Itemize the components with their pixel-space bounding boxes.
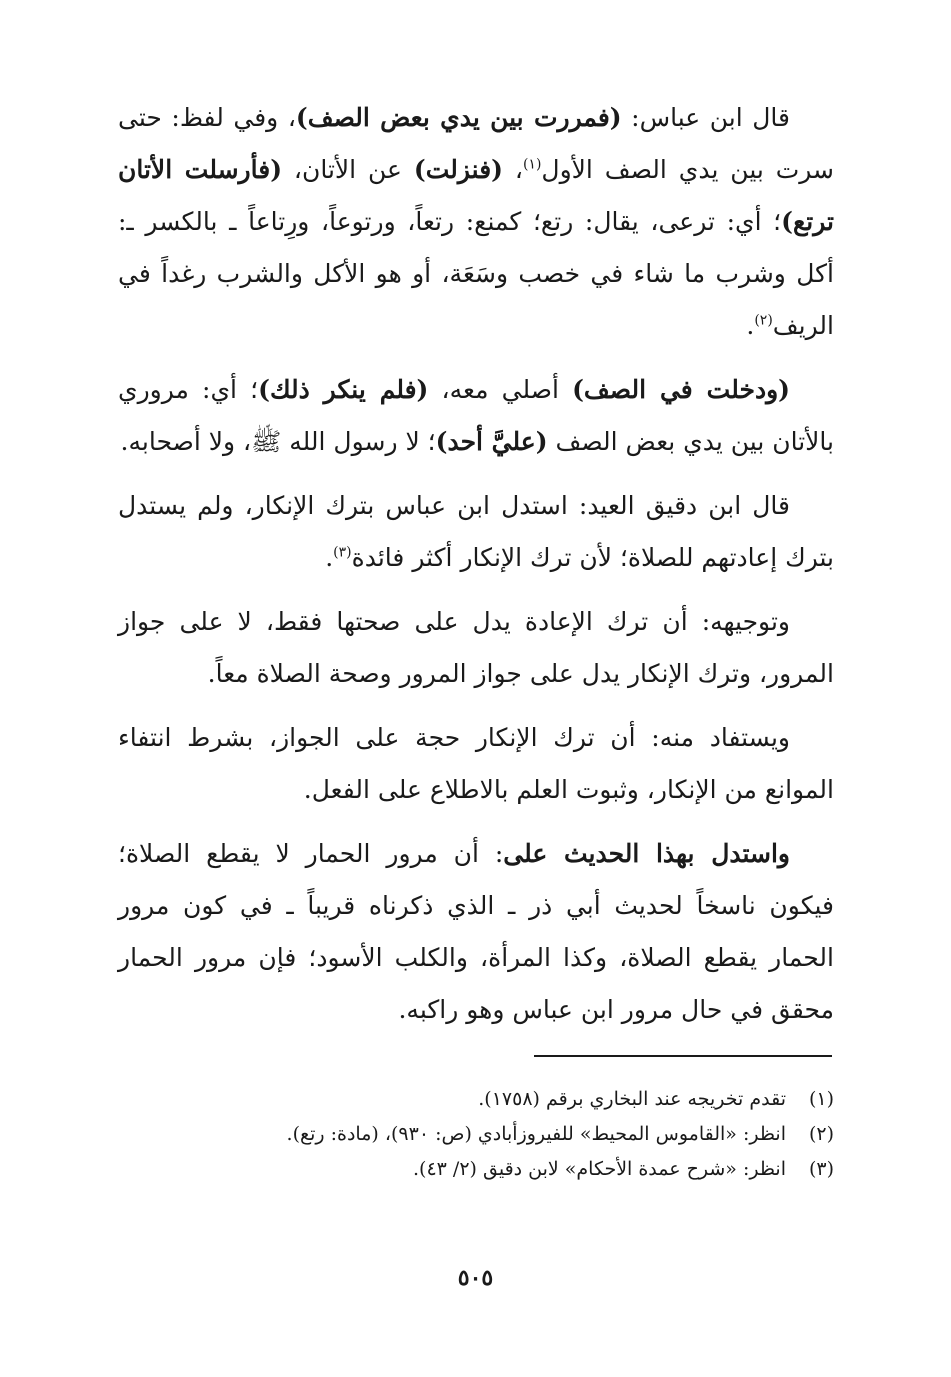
page-number: ٥٠٥ (457, 1265, 494, 1291)
paragraph-4 (118, 596, 834, 700)
footnote-number: (٢) (808, 1123, 834, 1145)
text-run: ويستفاد منه: أن ترك الإنكار حجة على الجواز، بشرط انتفاء الموانع من الإنكار، وثبوت العلم بالاطلاع على الفعل. (118, 723, 834, 804)
footnote-text: تقدم تخريجه عند البخاري برقم (١٧٥٨). (478, 1088, 786, 1110)
bold-phrase: (فمررت بين يدي بعض الصف) (295, 103, 622, 132)
footnote-marker: (٣) (333, 544, 352, 561)
text-run: ؛ أي: ترعى، يقال: رتع؛ كمنع: رتعاً، ورتوعاً، ورِتاعاً ـ بالكسر ـ: أكل وشرب ما شاء في خصب وسَعَة، أو هو الأكل والشرب رغداً في الريف (118, 207, 834, 340)
paragraph-2 (118, 364, 834, 468)
footnote-text: انظر: «شرح عمدة الأحكام» لابن دقيق (٢/ ٤٣). (412, 1158, 786, 1180)
footnote-1 (118, 1082, 834, 1117)
text-run: أصلي معه، (428, 375, 573, 404)
paragraph-6 (118, 828, 834, 1036)
paragraph-5 (118, 712, 834, 816)
bold-phrase: (فنزلت) (413, 155, 503, 184)
text-run: ، (502, 155, 523, 184)
paragraph-1 (118, 92, 834, 352)
footnote-number: (٣) (808, 1158, 834, 1180)
bold-phrase: واستدل بهذا الحديث على (503, 839, 790, 868)
text-run: . (746, 311, 755, 340)
bold-phrase: (فلم ينكر ذلك) (258, 375, 429, 404)
main-text (118, 92, 834, 1048)
footnotes (118, 1082, 834, 1187)
text-run: ، وفي لفظ: حتى سرت بين يدي الصف الأول (118, 103, 834, 184)
text-run: وتوجيهه: أن ترك الإعادة يدل على صحتها فقط، لا على جواز المرور، وترك الإنكار يدل على جواز المرور وصحة الصلاة معاً. (118, 607, 834, 688)
footnote-separator (534, 1055, 832, 1057)
text-run: قال ابن دقيق العيد: استدل ابن عباس بترك الإنكار، ولم يستدل بترك إعادتهم للصلاة؛ لأن ترك الإنكار أكثر فائدة (118, 491, 834, 572)
text-run: . (325, 543, 334, 572)
footnote-text: انظر: «القاموس المحيط» للفيروزأبادي (ص: ٩٣٠)، (مادة: رتع). (286, 1123, 786, 1145)
paragraph-3 (118, 480, 834, 584)
bold-phrase: (ودخلت في الصف) (572, 375, 790, 404)
text-run: ؛ لا رسول الله ﷺ، ولا أصحابه. (120, 427, 436, 456)
footnote-marker: (١) (522, 156, 542, 173)
text-run: عن الأتان، (282, 155, 414, 184)
footnote-number: (١) (808, 1088, 834, 1110)
bold-phrase: (عليَّ أحد) (435, 427, 548, 456)
footnote-3 (118, 1152, 834, 1187)
bold-phrase: (فأرسلت الأتان ترتع) (118, 155, 834, 236)
text-run: قال ابن عباس: (621, 103, 790, 132)
footnote-2 (118, 1117, 834, 1152)
text-run: ؛ أي: مروري بالأتان بين يدي بعض الصف (118, 375, 834, 456)
text-run: : أن مرور الحمار لا يقطع الصلاة؛ فيكون ناسخاً لحديث أبي ذر ـ الذي ذكرناه قريباً ـ في كون مرور الحمار يقطع الصلاة، وكذا المرأة، والكلب الأسود؛ فإن مرور الحمار محقق في حال مرور ابن عباس وهو راكبه. (118, 839, 834, 1024)
footnote-marker: (٢) (754, 312, 773, 329)
